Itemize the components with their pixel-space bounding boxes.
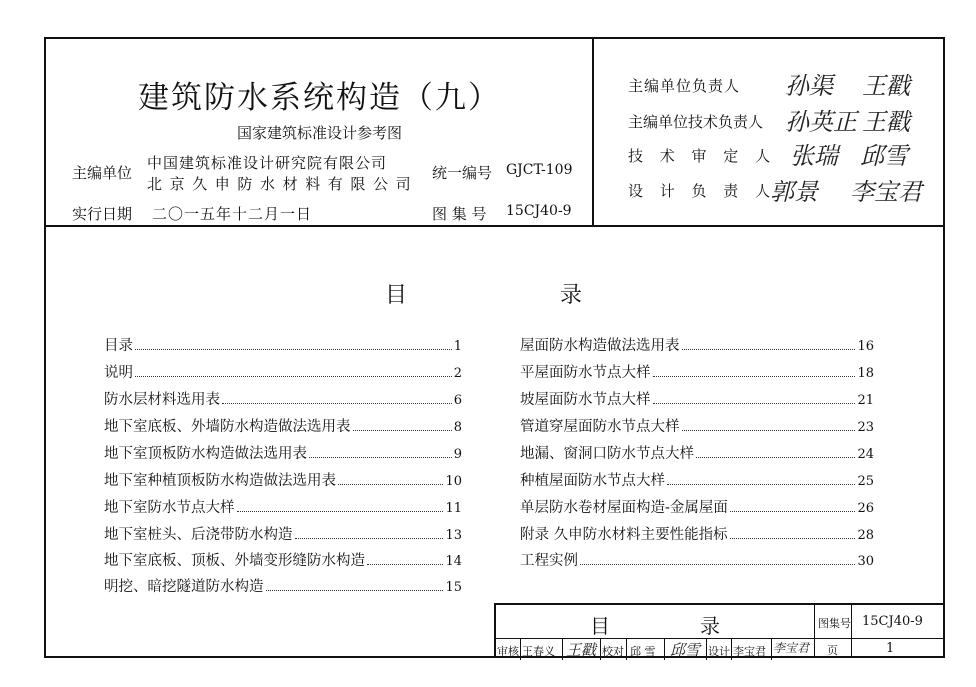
toc-item-page: 15 <box>445 580 462 595</box>
header-divider <box>592 37 594 226</box>
responsible-role: 设 计 负 责 人 <box>628 182 777 200</box>
toc-leader <box>353 420 452 431</box>
editor-unit-2: 北京久申防水材料有限公司 <box>147 175 419 193</box>
page-number: 1 <box>886 641 895 656</box>
toc-item[interactable] <box>104 469 462 490</box>
toc-item-page: 6 <box>453 393 462 408</box>
toc-leader <box>367 554 443 565</box>
document-title: 建筑防水系统构造（九） <box>138 80 501 116</box>
unified-code-label: 统一编号 <box>432 164 493 182</box>
effective-date: 二〇一五年十二月一日 <box>152 205 313 223</box>
toc-item-label: 附录 久申防水材料主要性能指标 <box>520 527 728 543</box>
toc-item-page: 14 <box>445 554 462 569</box>
toc-item-label: 地下室底板、顶板、外墙变形缝防水构造 <box>104 553 365 569</box>
toc-leader <box>135 366 452 377</box>
responsible-role: 主编单位负责人 <box>628 77 741 95</box>
toc-item-page: 1 <box>453 339 462 354</box>
toc-item-page: 13 <box>445 528 462 543</box>
page-label: 页 <box>827 644 838 657</box>
toc-item-page: 28 <box>857 528 874 543</box>
title-block <box>494 603 945 658</box>
checker-name: 邱 雪 <box>630 645 656 658</box>
toc-item-page: 11 <box>445 501 462 516</box>
designer-signature: 李宝君 <box>773 641 810 655</box>
toc-leader <box>580 554 855 565</box>
toc-item[interactable] <box>104 415 462 436</box>
toc-leader <box>696 447 855 458</box>
title-block-cell-divider <box>664 638 665 660</box>
document-subtitle: 国家建筑标准设计参考图 <box>237 124 403 142</box>
toc-leader <box>266 580 444 591</box>
signature: 郭景 <box>770 178 818 206</box>
title-block-col-divider <box>851 605 852 656</box>
toc-item-label: 工程实例 <box>520 553 578 569</box>
toc-item[interactable] <box>520 361 874 382</box>
toc-item[interactable] <box>520 496 874 517</box>
toc-item-label: 坡屋面防水节点大样 <box>520 392 651 408</box>
toc-leader <box>135 339 452 350</box>
title-block-cell-divider <box>706 638 707 660</box>
toc-leader <box>667 474 855 485</box>
signature: 王戳 <box>862 108 910 136</box>
title-block-cell-divider <box>600 638 601 660</box>
title-block-cell-divider <box>731 638 732 660</box>
toc-leader <box>653 393 856 404</box>
toc-item-label: 明挖、暗挖隧道防水构造 <box>104 579 264 595</box>
reviewer-signature: 王戳 <box>566 641 597 659</box>
toc-item[interactable] <box>520 415 874 436</box>
toc-item[interactable] <box>520 549 874 570</box>
toc-item[interactable] <box>520 442 874 463</box>
atlas-number: 15CJ40-9 <box>862 614 923 629</box>
toc-item[interactable] <box>520 388 874 409</box>
title-block-name-right: 录 <box>700 614 720 638</box>
toc-leader <box>309 447 452 458</box>
signature: 王戳 <box>862 72 910 100</box>
toc-item-label: 目录 <box>104 338 133 354</box>
unified-code: GJCT-109 <box>506 162 573 178</box>
toc-leader <box>730 528 856 539</box>
toc-leader <box>237 501 444 512</box>
toc-title-right: 录 <box>560 283 583 308</box>
toc-item-label: 防水层材料选用表 <box>104 392 220 408</box>
toc-item-label: 单层防水卷材屋面构造-金属屋面 <box>520 500 728 516</box>
toc-leader <box>730 501 856 512</box>
toc-leader <box>653 366 856 377</box>
toc-item-label: 地下室防水节点大样 <box>104 500 235 516</box>
toc-item[interactable] <box>104 575 462 596</box>
toc-item-page: 25 <box>857 474 874 489</box>
toc-item-page: 8 <box>453 420 462 435</box>
effective-date-label: 实行日期 <box>72 205 133 223</box>
signature: 张瑞 <box>790 142 838 170</box>
toc-item-page: 30 <box>857 554 874 569</box>
review-label: 审核 <box>497 645 519 658</box>
atlas-no-label: 图 集 号 <box>432 205 487 223</box>
toc-item-label: 说明 <box>104 365 133 381</box>
toc-item-page: 16 <box>857 339 874 354</box>
editor-unit-1: 中国建筑标准设计研究院有限公司 <box>147 154 388 172</box>
toc-item-page: 26 <box>857 501 874 516</box>
toc-item[interactable] <box>104 442 462 463</box>
toc-item[interactable] <box>520 334 874 355</box>
toc-item-page: 23 <box>857 420 874 435</box>
header-bottom-rule <box>44 225 945 227</box>
toc-title-left: 目 <box>385 283 408 308</box>
responsible-role: 主编单位技术负责人 <box>628 113 764 131</box>
design-label: 设计 <box>708 645 730 658</box>
check-label: 校对 <box>602 645 624 658</box>
toc-leader <box>682 420 856 431</box>
toc-item-label: 地下室顶板防水构造做法选用表 <box>104 446 307 462</box>
signature: 孙英正 <box>785 108 857 136</box>
reviewer-name: 王春义 <box>522 645 555 658</box>
toc-item-page: 10 <box>445 474 462 489</box>
toc-item-page: 18 <box>857 366 874 381</box>
toc-item[interactable] <box>104 523 462 544</box>
toc-leader <box>338 474 443 485</box>
toc-item-page: 24 <box>857 447 874 462</box>
toc-item[interactable] <box>104 388 462 409</box>
toc-item-label: 地漏、窗洞口防水节点大样 <box>520 446 694 462</box>
toc-item[interactable] <box>520 469 874 490</box>
toc-item-label: 平屋面防水节点大样 <box>520 365 651 381</box>
toc-item[interactable] <box>104 361 462 382</box>
toc-leader <box>295 528 444 539</box>
toc-item[interactable] <box>104 334 462 355</box>
toc-item[interactable] <box>104 549 462 570</box>
checker-signature: 邱雪 <box>670 641 701 659</box>
toc-item-page: 2 <box>453 366 462 381</box>
title-block-cell-divider <box>562 638 563 660</box>
toc-item-label: 管道穿屋面防水节点大样 <box>520 419 680 435</box>
responsible-role: 技 术 审 定 人 <box>628 147 777 165</box>
title-block-name-left: 目 <box>590 614 610 638</box>
title-block-cell-divider <box>626 638 627 660</box>
signature: 李宝君 <box>850 178 922 206</box>
toc-leader <box>222 393 452 404</box>
designer-name: 李宝君 <box>733 645 766 658</box>
toc-item-page: 9 <box>453 447 462 462</box>
toc-item[interactable] <box>520 523 874 544</box>
toc-leader <box>682 339 856 350</box>
title-block-cell-divider <box>771 638 772 660</box>
signature: 邱雪 <box>860 142 908 170</box>
title-block-col-divider <box>814 605 815 656</box>
editor-unit-label: 主编单位 <box>72 164 133 182</box>
toc-item-label: 地下室桩头、后浇带防水构造 <box>104 527 293 543</box>
toc-item-label: 屋面防水构造做法选用表 <box>520 338 680 354</box>
title-block-cell-divider <box>520 638 521 660</box>
toc-item-label: 地下室种植顶板防水构造做法选用表 <box>104 473 336 489</box>
toc-item-label: 种植屋面防水节点大样 <box>520 473 665 489</box>
toc-item-page: 21 <box>857 393 874 408</box>
toc-item-label: 地下室底板、外墙防水构造做法选用表 <box>104 419 351 435</box>
atlas-label: 图集号 <box>818 617 851 630</box>
atlas-no: 15CJ40-9 <box>506 203 572 219</box>
signature: 孙渠 <box>785 72 833 100</box>
toc-item[interactable] <box>104 496 462 517</box>
